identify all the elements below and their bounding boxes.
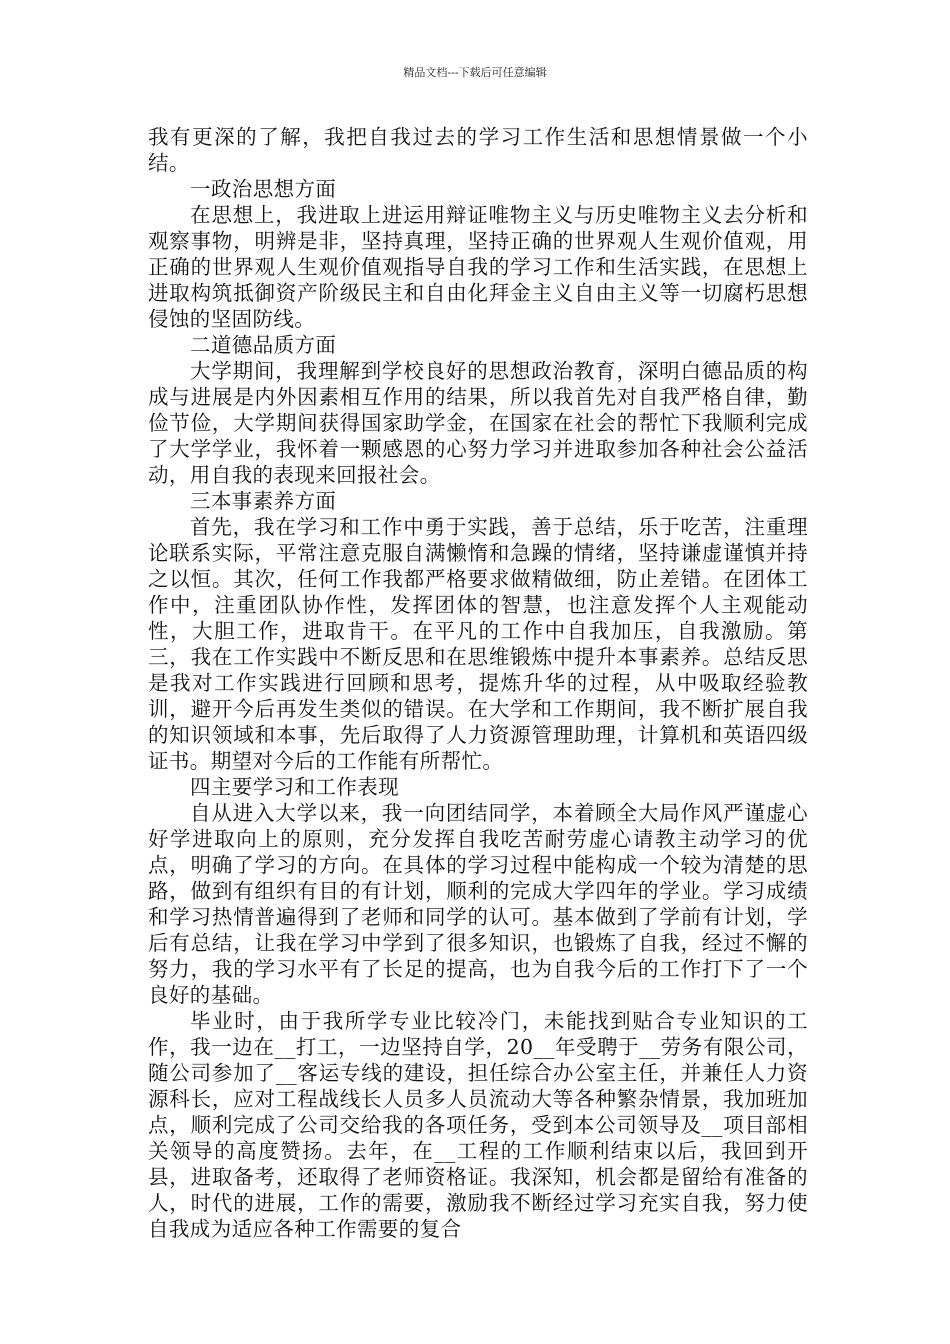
paragraph-political: 在思想上，我进取上进运用辩证唯物主义与历史唯物主义去分析和观察事物，明辨是非，坚持真理，坚持正确的世界观人生观价值观，用正确的世界观人生观价值观指导自我的学习工作和生活实践，在思想上进取构筑抵御资产阶级民主和自由化拜金主义自由主义等一切腐朽思想侵蚀的坚固防线。 <box>148 203 808 331</box>
paragraph-graduation: 毕业时，由于我所学专业比较冷门，未能找到贴合专业知识的工作，我一边在__打工，一边坚持自学，20__年受聘于__劳务有限公司，随公司参加了__客运专线的建设，担任综合办公室主任，并兼任人力资源科长，应对工程战线长人员多人员流动大等各种繁杂情景，我加班加点，顺利完成了公司交给我的各项任务，受到本公司领导及__项目部相关领导的高度赞扬。去年，在__工程的工作顺利结束以后，我回到开县，进取备考，还取得了老师资格证。我深知，机会都是留给有准备的人，时代的进展，工作的需要，激励我不断经过学习充实自我，努力使自我成为适应各种工作需要的复合 <box>148 1009 808 1241</box>
document-body <box>148 124 808 1242</box>
paragraph-ability: 首先，我在学习和工作中勇于实践，善于总结，乐于吃苦，注重理论联系实际，平常注意克服自满懒惰和急躁的情绪，坚持谦虚谨慎并持之以恒。其次，任何工作我都严格要求做精做细，防止差错。在团体工作中，注重团队协作性，发挥团体的智慧，也注意发挥个人主观能动性，大胆工作，进取肯干。在平凡的工作中自我加压，自我激励。第三，我在工作实践中不断反思和在思维锻炼中提升本事素养。总结反思是我对工作实践进行回顾和思考，提炼升华的过程，从中吸取经验教训，避开今后再发生类似的错误。在大学和工作期间，我不断扩展自我的知识领域和本事，先后取得了人力资源管理助理，计算机和英语四级证书。期望对今后的工作能有所帮忙。 <box>148 515 808 773</box>
paragraph-morality: 大学期间，我理解到学校良好的思想政治教育，深明白德品质的构成与进展是内外因素相互作用的结果，所以我首先对自我严格自律，勤俭节俭，大学期间获得国家助学金，在国家在社会的帮忙下我顺利完成了大学学业，我怀着一颗感恩的心努力学习并进取参加各种社会公益活动，用自我的表现来回报社会。 <box>148 359 808 487</box>
paragraph-performance: 自从进入大学以来，我一向团结同学，本着顾全大局作风严谨虚心好学进取向上的原则，充分发挥自我吃苦耐劳虚心请教主动学习的优点，明确了学习的方向。在具体的学习过程中能构成一个较为清楚的思路，做到有组织有目的有计划，顺利的完成大学四年的学业。学习成绩和学习热情普遍得到了老师和同学的认可。基本做到了学前有计划，学后有总结，让我在学习中学到了很多知识，也锻炼了自我，经过不懈的努力，我的学习水平有了长足的提高，也为自我今后的工作打下了一个良好的基础。 <box>148 801 808 1007</box>
section-heading-political: 一政治思想方面 <box>190 177 337 201</box>
section-heading-performance: 四主要学习和工作表现 <box>190 775 399 799</box>
paragraph-intro: 我有更深的了解，我把自我过去的学习工作生活和思想情景做一个小结。 <box>148 125 808 175</box>
page-header: 精品文档---下载后可任意编辑 <box>403 66 547 79</box>
section-heading-morality: 二道德品质方面 <box>190 333 337 357</box>
section-heading-ability: 三本事素养方面 <box>190 489 337 513</box>
